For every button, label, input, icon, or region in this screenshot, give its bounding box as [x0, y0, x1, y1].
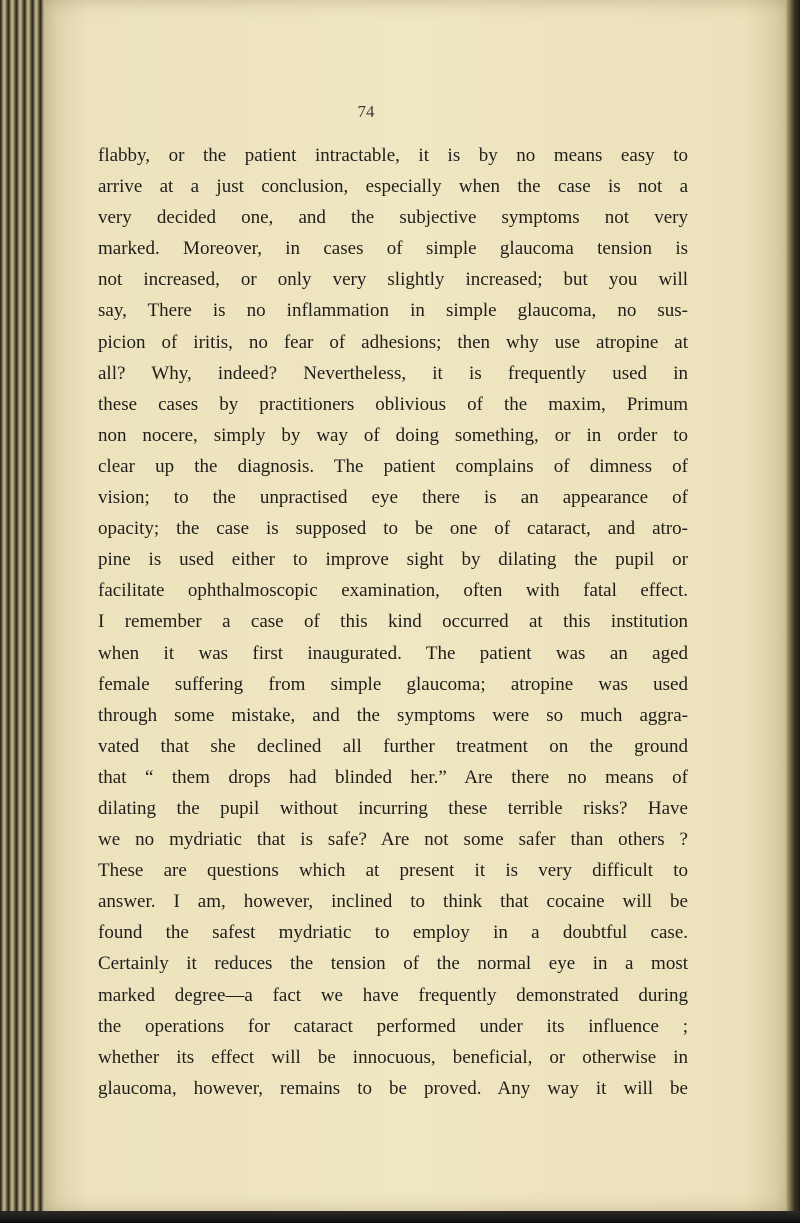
text-line: glaucoma, however, remains to be proved. Any way it will be [98, 1077, 688, 1099]
text-line: that “ them drops had blinded her.” Are there no means of [98, 766, 688, 788]
text-line: whether its effect will be innocuous, beneficial, or otherwise in [98, 1046, 688, 1068]
text-line: Certainly it reduces the tension of the normal eye in a most [98, 953, 688, 975]
text-line: facilitate ophthalmoscopic examination, often with fatal effect. [98, 580, 688, 602]
text-line: marked. Moreover, in cases of simple glaucoma tension is [98, 238, 688, 260]
text-line: These are questions which at present it is very difficult to [98, 860, 688, 882]
text-line: all? Why, indeed? Nevertheless, it is frequently used in [98, 362, 688, 384]
text-line: we no mydriatic that is safe? Are not some safer than others ? [98, 829, 688, 851]
text-line: female suffering from simple glaucoma; atropine was used [98, 673, 688, 695]
text-line: found the safest mydriatic to employ in a doubtful case. [98, 922, 688, 944]
text-line: not increased, or only very slightly increased; but you will [98, 269, 688, 291]
text-line: opacity; the case is supposed to be one of cataract, and atro- [98, 518, 688, 540]
text-line: through some mistake, and the symptoms were so much aggra- [98, 704, 688, 726]
text-line: dilating the pupil without incurring these terrible risks? Have [98, 797, 688, 819]
page-bottom-edge [0, 1211, 800, 1223]
body-text [98, 140, 688, 1104]
text-line: I remember a case of this kind occurred at this institution [98, 611, 688, 633]
text-line: flabby, or the patient intractable, it is by no means easy to [98, 145, 688, 166]
text-line: arrive at a just conclusion, especially when the case is not a [98, 176, 688, 198]
text-line: non nocere, simply by way of doing something, or in order to [98, 424, 688, 446]
text-line: the operations for cataract performed under its influence ; [98, 1015, 688, 1037]
page-edge-right [786, 0, 800, 1223]
text-line: vision; to the unpractised eye there is an appearance of [98, 487, 688, 509]
text-line: vated that she declined all further treatment on the ground [98, 735, 688, 757]
text-line: picion of iritis, no fear of adhesions; then why use atropine at [98, 331, 688, 353]
text-line: clear up the diagnosis. The patient complains of dimness of [98, 455, 688, 477]
text-line: very decided one, and the subjective symptoms not very [98, 207, 688, 229]
page-number: 74 [357, 102, 375, 121]
text-line: say, There is no inflammation in simple glaucoma, no sus- [98, 300, 688, 322]
text-line: marked degree—a fact we have frequently demonstrated during [98, 984, 688, 1006]
text-line: pine is used either to improve sight by dilating the pupil or [98, 549, 688, 571]
text-line: answer. I am, however, inclined to think that cocaine will be [98, 891, 688, 913]
text-line: these cases by practitioners oblivious of the maxim, Primum [98, 393, 688, 415]
text-line: when it was first inaugurated. The patient was an aged [98, 642, 688, 664]
